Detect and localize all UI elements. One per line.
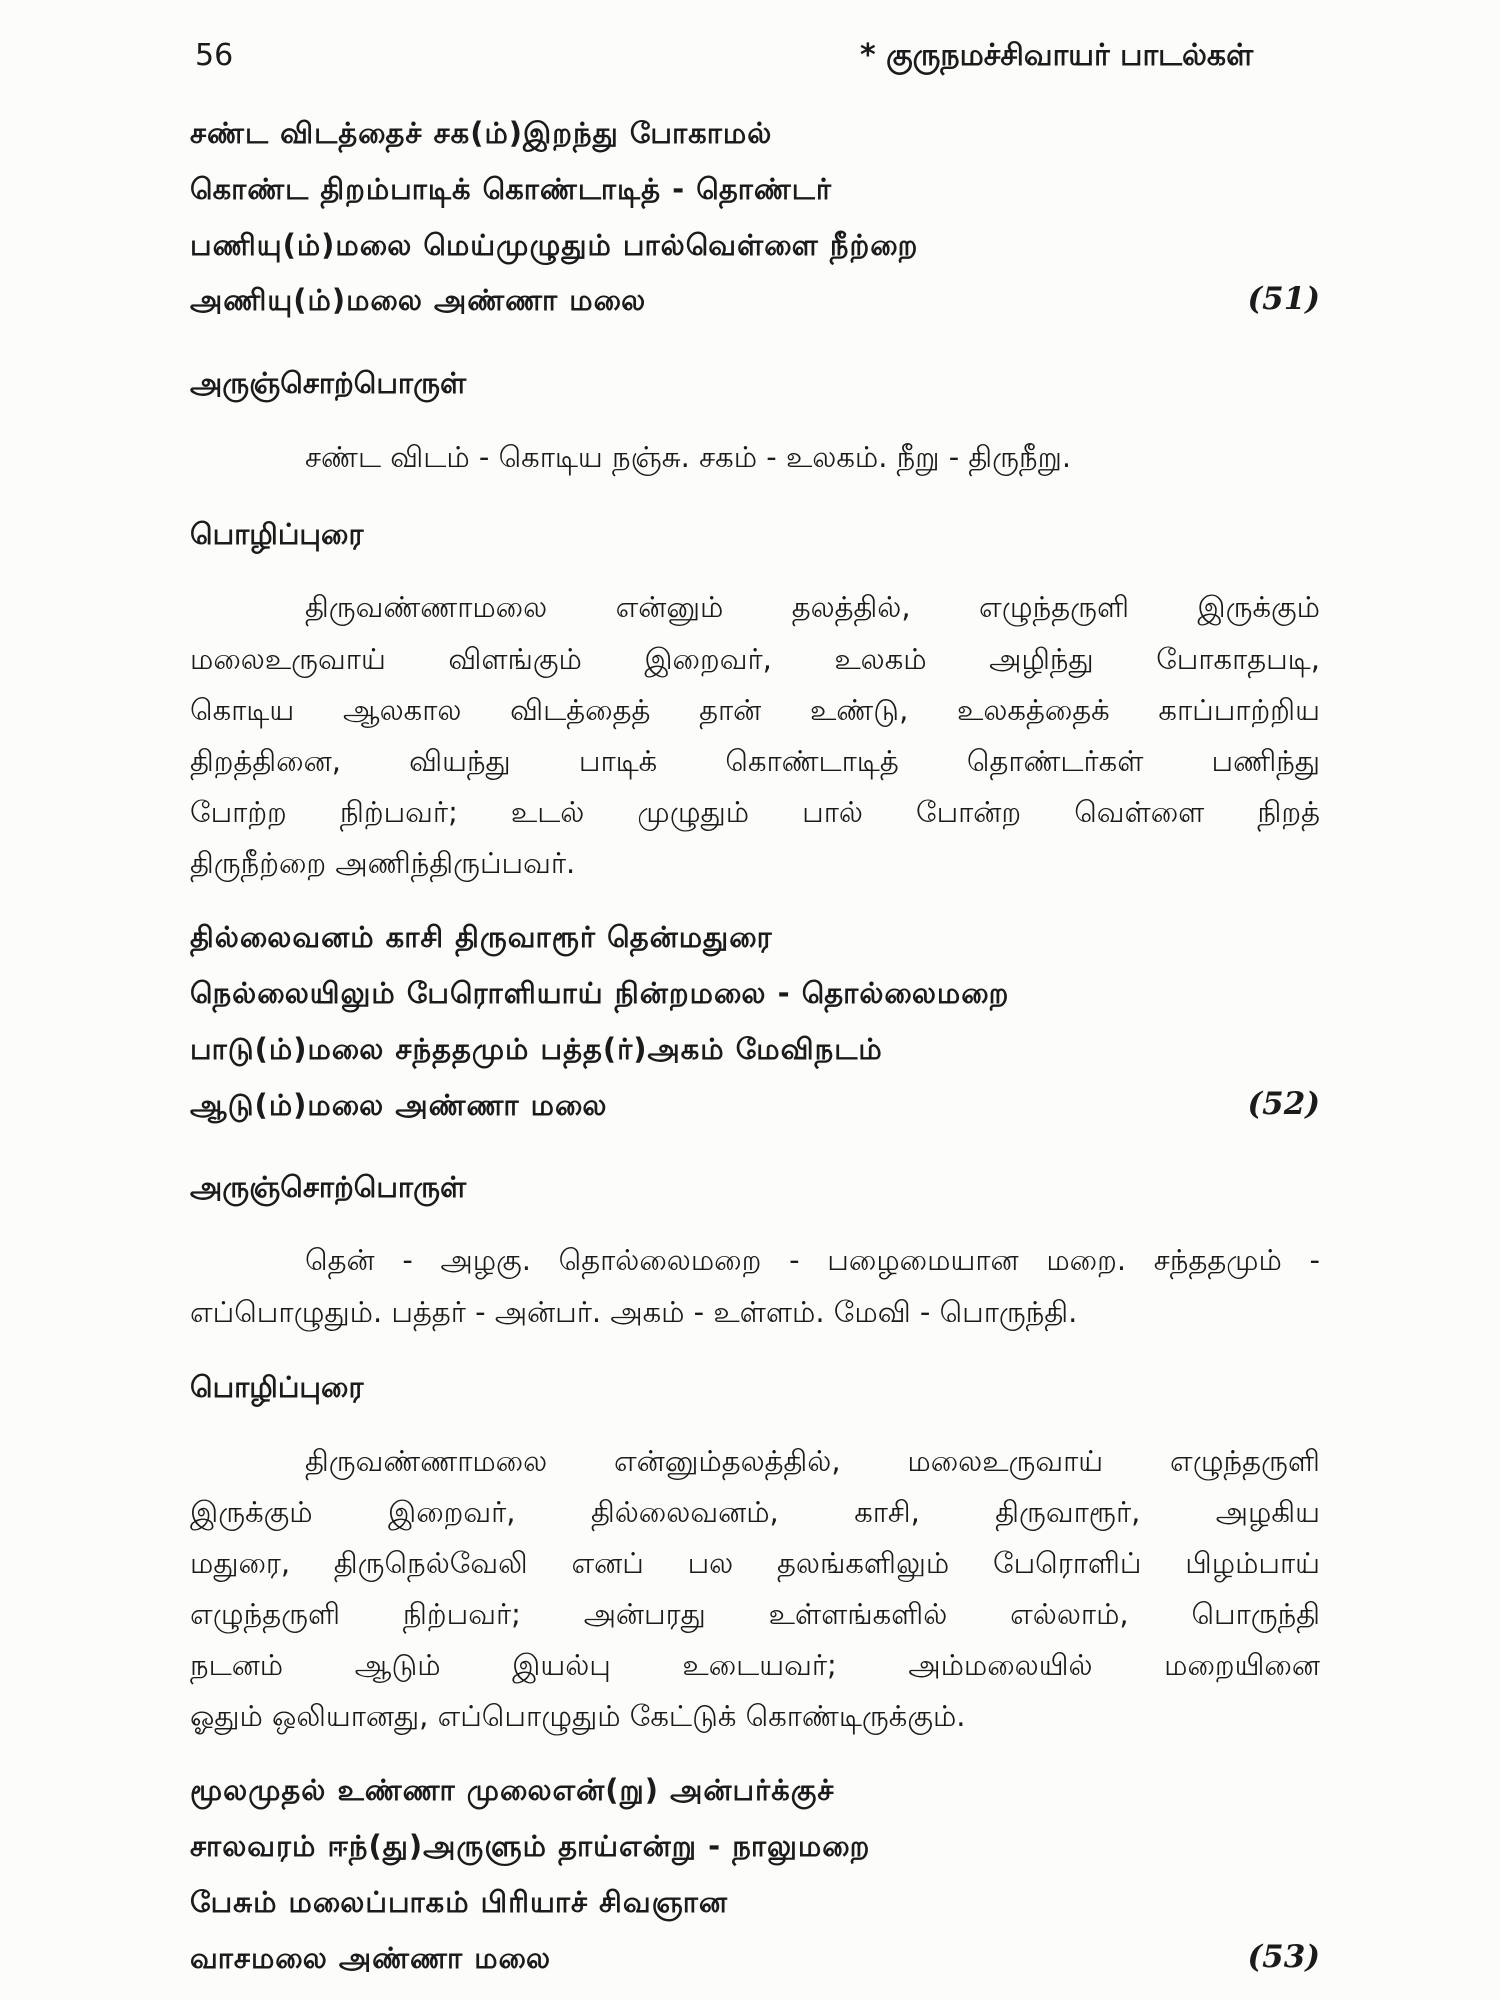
commentary-51-line-1: திருவண்ணாமலை என்னும் தலத்தில், எழுந்தருளி இருக்கும் xyxy=(305,590,1320,624)
verse-51-line-3: பணியு(ம்)மலை மெய்முழுதும் பால்வெள்ளை நீற்றை xyxy=(190,228,919,262)
gloss-51-heading: அருஞ்சொற்பொருள் xyxy=(190,366,467,400)
commentary-52-line-2: இருக்கும் இறைவர், தில்லைவனம், காசி, திருவாரூர், அழகிய xyxy=(190,1495,1320,1529)
gloss-52-line-1: தென் - அழகு. தொல்லைமறை - பழைமையான மறை. சந்ததமும் - xyxy=(305,1243,1320,1277)
gloss-51-text: சண்ட விடம் - கொடிய நஞ்சு. சகம் - உலகம். நீறு - திருநீறு. xyxy=(305,440,1072,474)
commentary-52-line-5: நடனம் ஆடும் இயல்பு உடையவர்; அம்மலையில் மறையினை xyxy=(190,1648,1320,1682)
verse-52-number: (52) xyxy=(1247,1086,1320,1122)
commentary-51-heading: பொழிப்புரை xyxy=(190,517,364,551)
gloss-52-heading: அருஞ்சொற்பொருள் xyxy=(190,1170,467,1204)
verse-51-number: (51) xyxy=(1247,281,1320,317)
verse-52-line-1: தில்லைவனம் காசி திருவாரூர் தென்மதுரை xyxy=(190,920,773,954)
commentary-51-line-4: திறத்தினை, வியந்து பாடிக் கொண்டாடித் தொண்டர்கள் பணிந்து xyxy=(190,744,1320,778)
page-number: 56 xyxy=(195,38,234,73)
commentary-52-line-3: மதுரை, திருநெல்வேலி எனப் பல தலங்களிலும் பேரொளிப் பிழம்பாய் xyxy=(190,1546,1320,1580)
verse-51-line-2: கொண்ட திறம்பாடிக் கொண்டாடித் - தொண்டர் xyxy=(190,172,832,206)
commentary-51-line-2: மலைஉருவாய் விளங்கும் இறைவர், உலகம் அழிந்து போகாதபடி, xyxy=(190,642,1320,676)
commentary-52-line-4: எழுந்தருளி நிற்பவர்; அன்பரது உள்ளங்களில் எல்லாம், பொருந்தி xyxy=(190,1597,1320,1631)
gloss-52-line-2: எப்பொழுதும். பத்தர் - அன்பர். அகம் - உள்ளம். மேவி - பொருந்தி. xyxy=(190,1295,1078,1329)
commentary-51-line-6: திருநீற்றை அணிந்திருப்பவர். xyxy=(190,846,576,880)
commentary-52-line-6: ஓதும் ஒலியானது, எப்பொழுதும் கேட்டுக் கொண்டிருக்கும். xyxy=(190,1699,966,1733)
running-title: * குருநமச்சிவாயர் பாடல்கள் xyxy=(860,38,1254,73)
verse-51-line-4: அணியு(ம்)மலை அண்ணா மலை xyxy=(190,283,647,317)
verse-52-line-4: ஆடு(ம்)மலை அண்ணா மலை xyxy=(190,1088,608,1122)
verse-53-line-2: சாலவரம் ஈந்(து)அருளும் தாய்என்று - நாலுமறை xyxy=(190,1829,871,1863)
verse-53-number: (53) xyxy=(1247,1939,1320,1975)
commentary-51-line-5: போற்ற நிற்பவர்; உடல் முழுதும் பால் போன்ற வெள்ளை நிறத் xyxy=(190,795,1320,829)
verse-53-line-4: வாசமலை அண்ணா மலை xyxy=(190,1941,552,1975)
verse-53-line-3: பேசும் மலைப்பாகம் பிரியாச் சிவஞான xyxy=(190,1885,729,1919)
verse-52-line-3: பாடு(ம்)மலை சந்ததமும் பத்த(ர்)அகம் மேவிநடம் xyxy=(190,1032,883,1066)
commentary-51-line-3: கொடிய ஆலகால விடத்தைத் தான் உண்டு, உலகத்தைக் காப்பாற்றிய xyxy=(190,693,1320,727)
commentary-52-line-1: திருவண்ணாமலை என்னும்தலத்தில், மலைஉருவாய் எழுந்தருளி xyxy=(305,1444,1320,1478)
verse-51-line-1: சண்ட விடத்தைச் சக(ம்)இறந்து போகாமல் xyxy=(190,116,773,150)
verse-52-line-2: நெல்லையிலும் பேரொளியாய் நின்றமலை - தொல்லைமறை xyxy=(190,976,1010,1010)
verse-53-line-1: மூலமுதல் உண்ணா முலைஎன்(று) அன்பர்க்குச் xyxy=(190,1773,835,1807)
commentary-52-heading: பொழிப்புரை xyxy=(190,1370,364,1404)
